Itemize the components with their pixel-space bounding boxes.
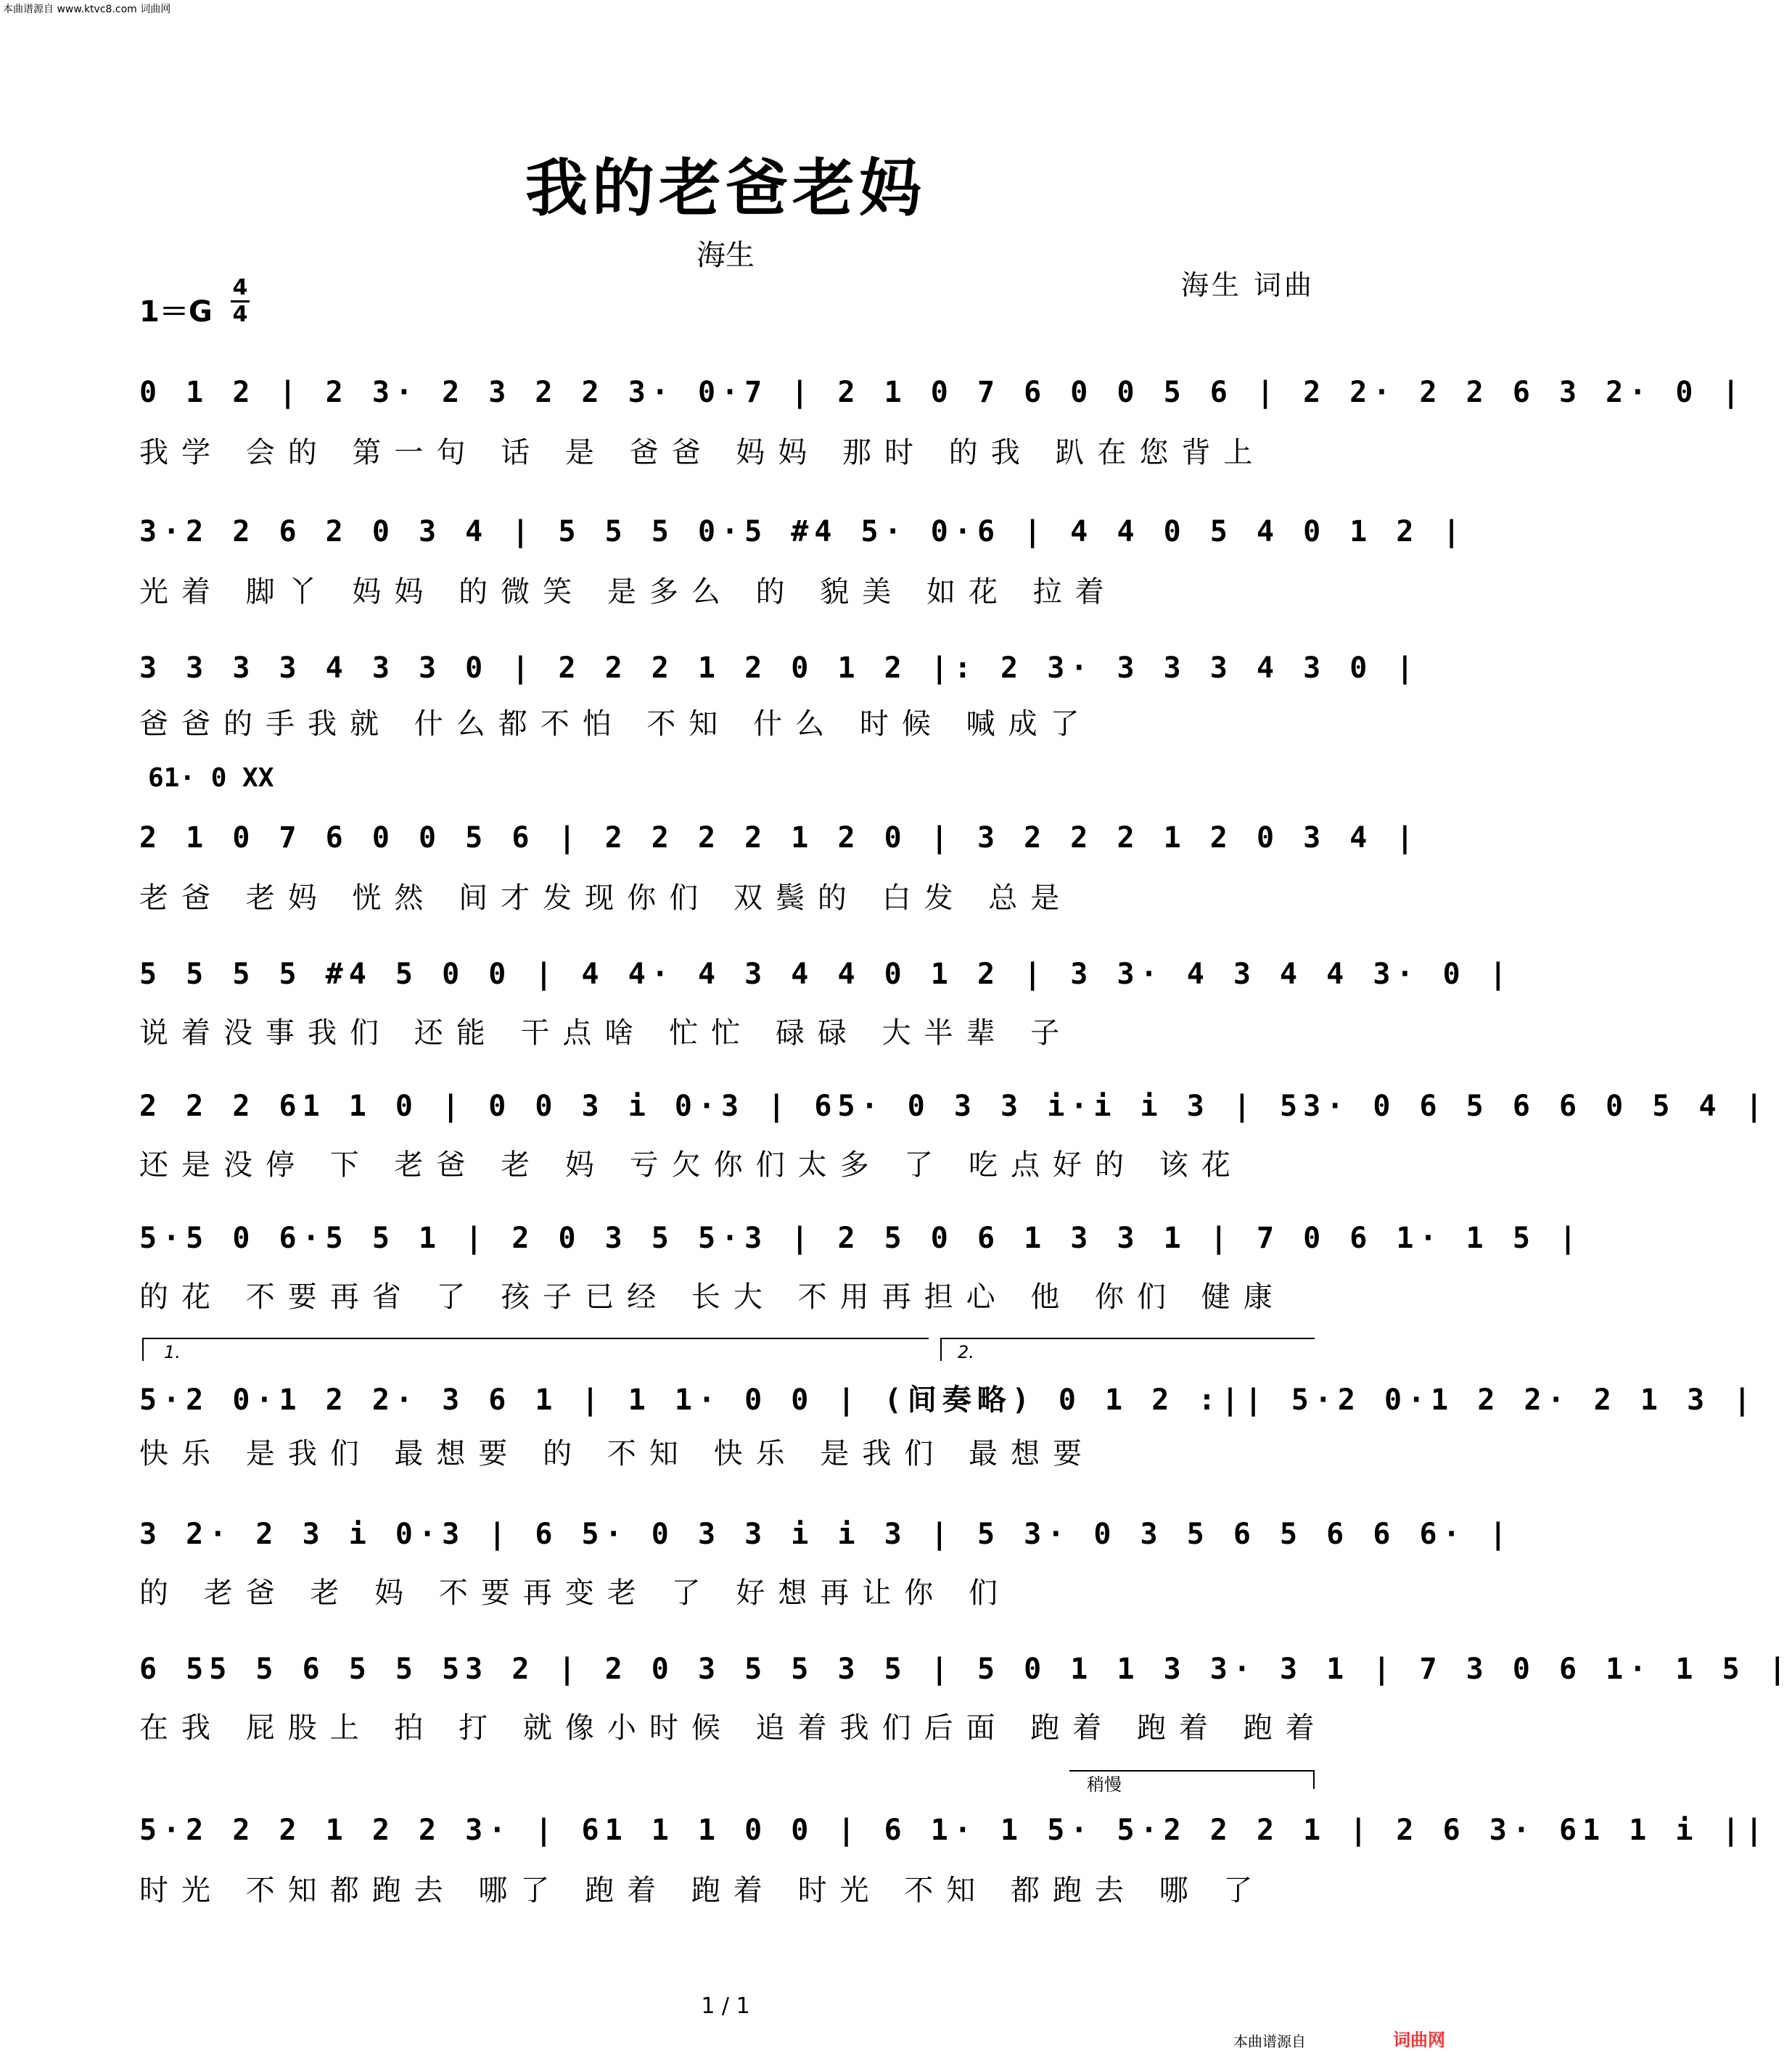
notation-line-6: 2 2 2 61 1 0 | 0 0 3 i 0·3 | 65· 0 3 3 i·i i 3 | 53· 0 6 5 6 6 0 5 4 | xyxy=(139,1090,1769,1123)
lyrics-line-5: 说着没事我们 还能 干点啥 忙忙 碌碌 大半辈 子 xyxy=(139,1016,1073,1050)
notation-line-1: 0 1 2 | 2 3· 2 3 2 2 3· 0·7 | 2 1 0 7 6 0 0 5 6 | 2 2· 2 2 6 3 2· 0 | xyxy=(139,376,1746,409)
lyrics-line-8: 快乐 是我们 最想要 的 不知 快乐 是我们 最想要 xyxy=(139,1437,1096,1470)
tempo-marking: 稍慢 xyxy=(1087,1774,1122,1795)
volta-bracket-1 xyxy=(142,1338,929,1361)
notation-line-9: 3 2· 2 3 i 0·3 | 6 5· 0 3 3 i i 3 | 5 3· 0 3 5 6 5 6 6 6· | xyxy=(139,1518,1513,1551)
watermark-top: 本曲谱源自 www.ktvc8.com 词曲网 xyxy=(3,4,171,15)
notation-line-10: 6 55 5 6 5 5 53 2 | 2 0 3 5 5 3 5 | 5 0 1 1 3 3· 3 1 | 7 3 0 6 1· 1 5 | xyxy=(139,1653,1792,1686)
lyrics-line-11: 时光 不知都跑去 哪了 跑着 跑着 时光 不知 都跑去 哪 了 xyxy=(139,1874,1266,1907)
lyrics-line-7: 的花 不要再省 了 孩子已经 长大 不用再担心 他 你们 健康 xyxy=(139,1280,1286,1314)
lyrics-line-3: 爸爸的手我就 什么都不怕 不知 什么 时候 喊成了 xyxy=(139,707,1093,741)
key-signature: 1＝G xyxy=(139,295,213,329)
time-signature xyxy=(231,277,250,326)
notation-line-11: 5·2 2 2 1 2 2 3· | 61 1 1 0 0 | 6 1· 1 5· 5·2 2 2 1 | 2 6 3· 61 1 i || xyxy=(139,1814,1769,1847)
time-signature-top: 4 xyxy=(232,275,248,300)
lyrics-line-9: 的 老爸 老 妈 不要再变老 了 好想再让你 们 xyxy=(139,1576,1011,1610)
song-title: 我的老爸老妈 xyxy=(525,152,926,225)
footer-site-logo: 词曲网 xyxy=(1393,2030,1445,2050)
volta-label-2: 2. xyxy=(958,1342,974,1362)
notation-line-2: 3·2 2 6 2 0 3 4 | 5 5 5 0·5 #4 5· 0·6 | 4 4 0 5 4 0 1 2 | xyxy=(139,515,1466,548)
notation-line-4: 2 1 0 7 6 0 0 5 6 | 2 2 2 2 1 2 0 | 3 2 2 2 1 2 0 3 4 | xyxy=(139,821,1420,855)
notation-line-3: 3 3 3 3 4 3 3 0 | 2 2 2 1 2 0 1 2 |: 2 3· 3 3 3 4 3 0 | xyxy=(139,651,1420,685)
notation-line-5: 5 5 5 5 #4 5 0 0 | 4 4· 4 3 4 4 0 1 2 | 3 3· 4 3 4 4 3· 0 | xyxy=(139,958,1513,991)
notation-line-7: 5·5 0 6·5 5 1 | 2 0 3 5 5·3 | 2 5 0 6 1 3 3 1 | 7 0 6 1· 1 5 | xyxy=(139,1222,1583,1255)
footer-source: 本曲谱源自 xyxy=(1233,2033,1306,2050)
subtitle: 海生 xyxy=(696,239,755,272)
lyrics-line-1: 我学 会的 第一句 话 是 爸爸 妈妈 那时 的我 趴在您背上 xyxy=(139,436,1266,469)
notation-hint: 61· 0 XX xyxy=(148,763,274,793)
volta-bracket-2 xyxy=(940,1338,1315,1361)
credit: 海生 词曲 xyxy=(1180,269,1315,301)
volta-label-1: 1. xyxy=(164,1342,181,1362)
lyrics-line-6: 还是没停 下 老爸 老 妈 亏欠你们太多 了 吃点好的 该花 xyxy=(139,1148,1244,1182)
notation-line-8: 5·2 0·1 2 2· 3 6 1 | 1 1· 0 0 | (间奏略) 0 1 2 :|| 5·2 0·1 2 2· 2 1 3 | xyxy=(139,1383,1757,1417)
lyrics-line-2: 光着 脚丫 妈妈 的微笑 是多么 的 貌美 如花 拉着 xyxy=(139,575,1117,609)
lyrics-line-10: 在我 屁股上 拍 打 就像小时候 追着我们后面 跑着 跑着 跑着 xyxy=(139,1711,1328,1745)
page-number: 1 / 1 xyxy=(701,1994,750,2019)
lyrics-line-4: 老爸 老妈 恍然 间才发现你们 双鬓的 白发 总是 xyxy=(139,881,1073,915)
time-signature-bottom: 4 xyxy=(232,302,248,327)
